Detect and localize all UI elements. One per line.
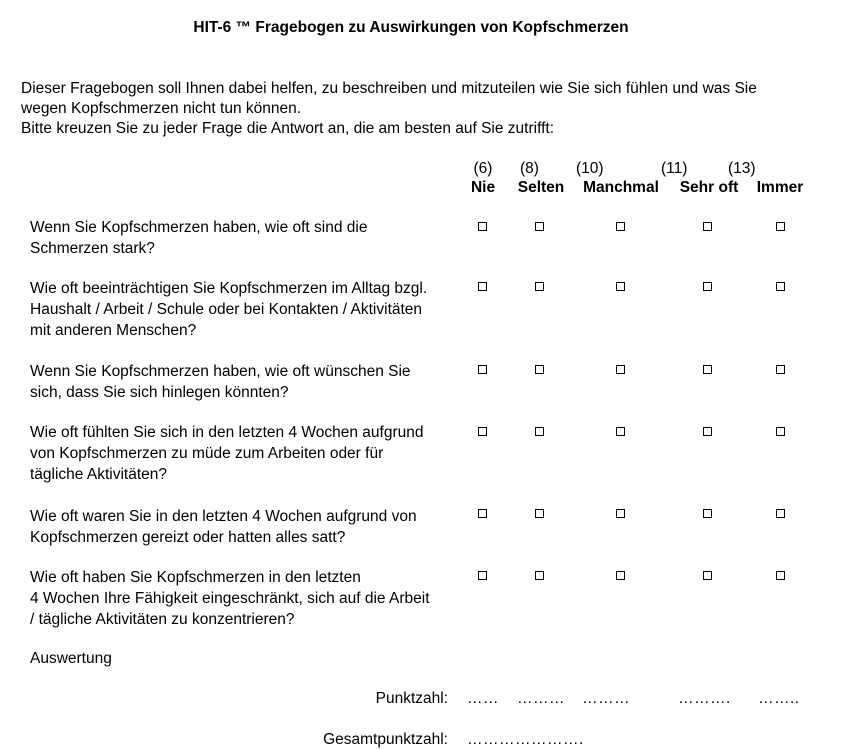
- question-line: / tägliche Aktivitäten zu konzentrieren?: [30, 611, 295, 628]
- intro-line: wegen Kopfschmerzen nicht tun können.: [21, 100, 302, 117]
- question-line: Schmerzen stark?: [30, 240, 155, 257]
- answer-checkbox[interactable]: [535, 282, 544, 291]
- total-blank[interactable]: ………………….: [467, 731, 584, 748]
- answer-checkbox[interactable]: [478, 509, 487, 518]
- answer-checkbox[interactable]: [535, 571, 544, 580]
- question-6: [30, 567, 460, 630]
- points-blank-immer[interactable]: ……..: [758, 690, 800, 707]
- column-label: Selten: [517, 179, 565, 196]
- answer-checkbox[interactable]: [478, 365, 487, 374]
- question-line: 4 Wochen Ihre Fähigkeit eingeschränkt, sich auf die Arbeit: [30, 590, 430, 607]
- points-blank-nie[interactable]: ……: [467, 690, 499, 707]
- column-label: Manchmal: [583, 179, 659, 196]
- question-4: [30, 422, 460, 485]
- total-label: Gesamtpunktzahl:: [323, 731, 448, 748]
- column-header-immer: [728, 159, 808, 197]
- column-header-manchmal: [576, 159, 666, 197]
- answer-checkbox[interactable]: [776, 571, 785, 580]
- intro-text: [21, 79, 821, 139]
- column-points: (10): [576, 160, 604, 177]
- answer-checkbox[interactable]: [535, 365, 544, 374]
- intro-line: Dieser Fragebogen soll Ihnen dabei helfen, zu beschreiben und mitzuteilen wie Sie sich fühlen und was Sie: [21, 80, 757, 97]
- column-label: Sehr oft: [679, 179, 739, 196]
- question-5: [30, 506, 460, 548]
- question-line: von Kopfschmerzen zu müde zum Arbeiten oder für: [30, 445, 384, 462]
- answer-checkbox[interactable]: [776, 365, 785, 374]
- question-line: tägliche Aktivitäten?: [30, 466, 168, 483]
- answer-checkbox[interactable]: [535, 427, 544, 436]
- question-line: Wenn Sie Kopfschmerzen haben, wie oft sind die: [30, 219, 368, 236]
- answer-checkbox[interactable]: [703, 365, 712, 374]
- page-title: HIT-6 ™ Fragebogen zu Auswirkungen von Kopfschmerzen: [193, 19, 629, 36]
- column-points: (6): [473, 160, 493, 177]
- answer-checkbox[interactable]: [616, 222, 625, 231]
- answer-checkbox[interactable]: [703, 222, 712, 231]
- points-blank-manchmal[interactable]: ………: [582, 690, 630, 707]
- answer-checkbox[interactable]: [535, 509, 544, 518]
- column-points: (11): [661, 160, 688, 177]
- answer-checkbox[interactable]: [703, 427, 712, 436]
- question-line: Wenn Sie Kopfschmerzen haben, wie oft wünschen Sie: [30, 363, 411, 380]
- question-line: Haushalt / Arbeit / Schule oder bei Kontakten / Aktivitäten: [30, 301, 423, 318]
- column-header-selten: [510, 159, 572, 197]
- points-blank-selten[interactable]: ………: [517, 690, 565, 707]
- answer-checkbox[interactable]: [616, 365, 625, 374]
- column-label: Immer: [756, 179, 804, 196]
- question-3: [30, 361, 460, 403]
- answer-checkbox[interactable]: [616, 282, 625, 291]
- question-line: Wie oft beeinträchtigen Sie Kopfschmerzen im Alltag bzgl.: [30, 280, 428, 297]
- points-blank-sehr-oft[interactable]: ……….: [678, 690, 731, 707]
- column-header-nie: [463, 159, 503, 197]
- question-line: mit anderen Menschen?: [30, 322, 197, 339]
- column-points: (8): [520, 160, 539, 177]
- points-label: Punktzahl:: [375, 690, 448, 707]
- answer-checkbox[interactable]: [776, 222, 785, 231]
- question-2: [30, 278, 460, 341]
- answer-checkbox[interactable]: [703, 571, 712, 580]
- answer-checkbox[interactable]: [478, 222, 487, 231]
- question-line: Kopfschmerzen gereizt oder hatten alles satt?: [30, 529, 346, 546]
- answer-checkbox[interactable]: [703, 282, 712, 291]
- answer-checkbox[interactable]: [478, 427, 487, 436]
- answer-checkbox[interactable]: [776, 509, 785, 518]
- answer-checkbox[interactable]: [703, 509, 712, 518]
- answer-checkbox[interactable]: [616, 427, 625, 436]
- question-line: sich, dass Sie sich hinlegen könnten?: [30, 384, 289, 401]
- question-line: Wie oft fühlten Sie sich in den letzten 4 Wochen aufgrund: [30, 424, 424, 441]
- intro-line: Bitte kreuzen Sie zu jeder Frage die Antwort an, die am besten auf Sie zutrifft:: [21, 120, 555, 137]
- answer-checkbox[interactable]: [478, 571, 487, 580]
- scoring-heading: Auswertung: [30, 650, 112, 667]
- question-line: Wie oft waren Sie in den letzten 4 Wochen aufgrund von: [30, 508, 417, 525]
- answer-checkbox[interactable]: [535, 222, 544, 231]
- answer-checkbox[interactable]: [478, 282, 487, 291]
- column-label: Nie: [470, 179, 496, 196]
- answer-checkbox[interactable]: [616, 509, 625, 518]
- question-1: [30, 217, 460, 259]
- answer-checkbox[interactable]: [776, 427, 785, 436]
- question-line: Wie oft haben Sie Kopfschmerzen in den letzten: [30, 569, 361, 586]
- answer-checkbox[interactable]: [616, 571, 625, 580]
- answer-checkbox[interactable]: [776, 282, 785, 291]
- column-points: (13): [728, 160, 756, 177]
